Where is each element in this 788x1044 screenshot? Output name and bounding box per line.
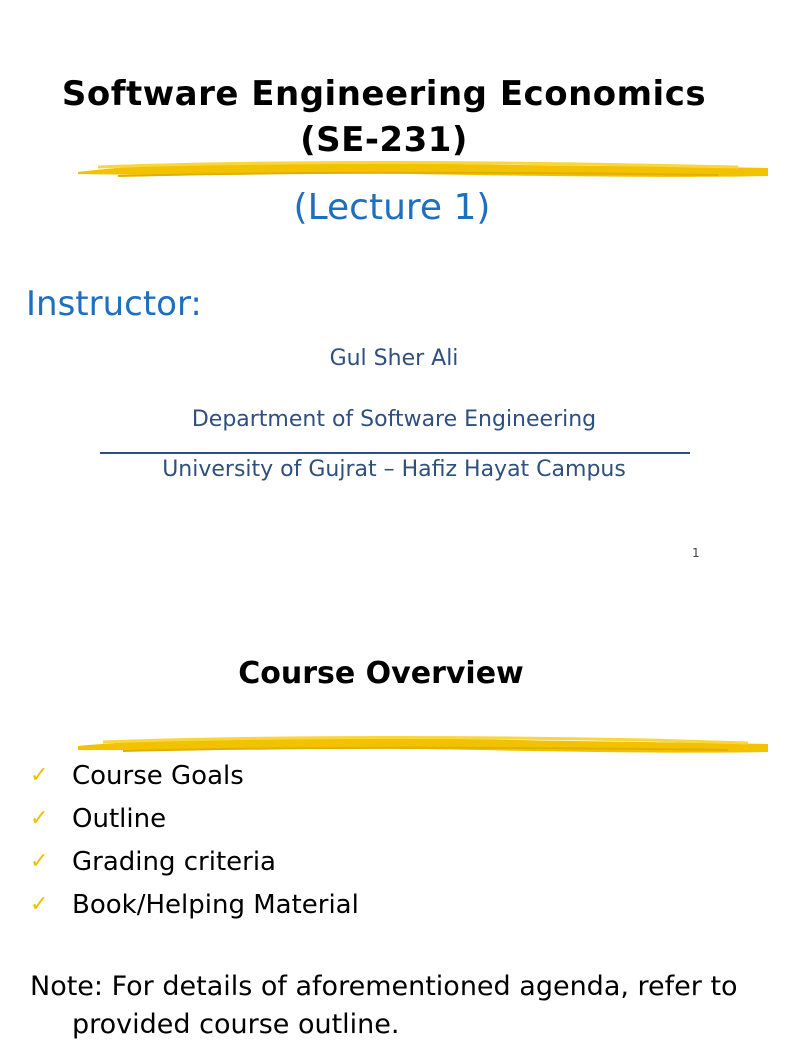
note-text — [30, 968, 750, 1044]
divider-line — [100, 452, 690, 454]
page-number: 1 — [692, 546, 700, 560]
note-line-2: provided course outline. — [72, 1009, 400, 1040]
checkmark-icon: ✓ — [30, 849, 49, 874]
instructor-label: Instructor: — [26, 284, 202, 324]
list-item — [30, 883, 359, 926]
slide-title-line2: (SE-231) — [300, 120, 468, 160]
list-item — [30, 754, 359, 797]
department-name: Department of Software Engineering — [191, 407, 597, 432]
course-overview-title: Course Overview — [238, 656, 524, 691]
slide-title-line1: Software Engineering Economics — [61, 74, 707, 114]
slide-2 — [0, 590, 768, 1040]
list-item-text: Book/Helping Material — [72, 889, 359, 920]
overview-list — [30, 754, 359, 926]
list-item-text: Grading criteria — [72, 846, 276, 877]
instructor-name: Gul Sher Ali — [329, 346, 459, 371]
checkmark-icon: ✓ — [30, 892, 49, 917]
lecture-subtitle: (Lecture 1) — [293, 187, 491, 228]
yellow-brush-stroke — [78, 154, 768, 186]
list-item — [30, 797, 359, 840]
list-item — [30, 840, 359, 883]
list-item-text: Outline — [72, 803, 167, 834]
university-name: University of Gujrat – Hafiz Hayat Campus — [162, 457, 626, 482]
checkmark-icon: ✓ — [30, 763, 49, 788]
checkmark-icon: ✓ — [30, 806, 49, 831]
list-item-text: Course Goals — [72, 760, 244, 791]
note-line-1: Note: For details of aforementioned agenda, refer to — [30, 971, 738, 1002]
